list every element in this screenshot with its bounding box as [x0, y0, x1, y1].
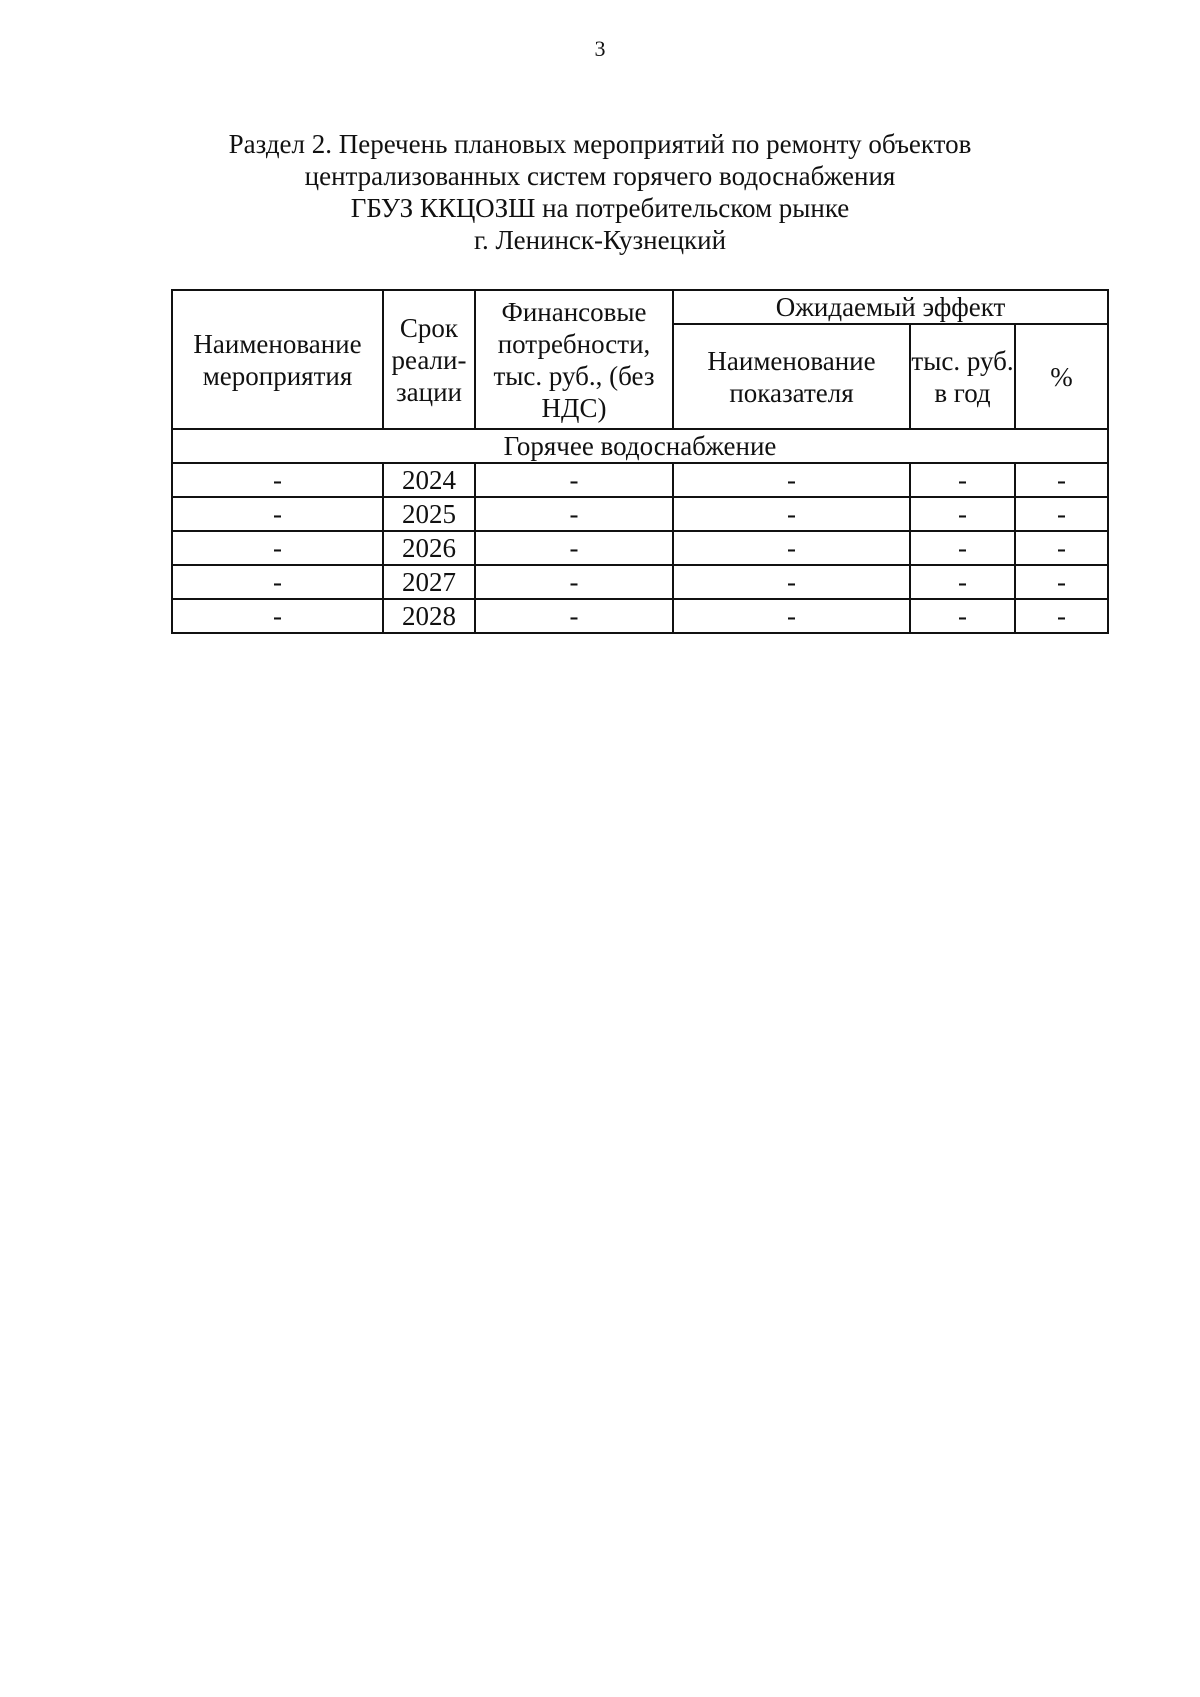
cell-indicator: - — [673, 565, 910, 599]
cell-term: 2027 — [383, 565, 475, 599]
cell-percent: - — [1015, 531, 1108, 565]
cell-term: 2025 — [383, 497, 475, 531]
cell-percent: - — [1015, 497, 1108, 531]
cell-measure-name: - — [172, 565, 383, 599]
cell-finance: - — [475, 599, 673, 633]
cell-term: 2028 — [383, 599, 475, 633]
cell-rub-per-year: - — [910, 531, 1015, 565]
cell-indicator: - — [673, 463, 910, 497]
title-line: централизованных систем горячего водоснабжения — [304, 161, 896, 191]
cell-finance: - — [475, 463, 673, 497]
header-rub-per-year: тыс. руб. в год — [910, 324, 1015, 429]
cell-term: 2026 — [383, 531, 475, 565]
header-measure-name: Наименование мероприятия — [172, 290, 383, 429]
header-finance: Финансовые потребности, тыс. руб., (без НДС) — [475, 290, 673, 429]
cell-percent: - — [1015, 565, 1108, 599]
cell-percent: - — [1015, 463, 1108, 497]
table-row — [172, 565, 1108, 599]
header-percent: % — [1015, 324, 1108, 429]
table-row — [172, 599, 1108, 633]
cell-indicator: - — [673, 497, 910, 531]
table-row — [172, 531, 1108, 565]
cell-measure-name: - — [172, 531, 383, 565]
cell-rub-per-year: - — [910, 599, 1015, 633]
section-title — [150, 128, 1050, 256]
cell-rub-per-year: - — [910, 565, 1015, 599]
cell-rub-per-year: - — [910, 463, 1015, 497]
measures-table — [171, 289, 1109, 634]
page-number: 3 — [594, 36, 606, 61]
cell-term: 2024 — [383, 463, 475, 497]
cell-indicator: - — [673, 599, 910, 633]
table-row — [172, 497, 1108, 531]
header-expected-effect: Ожидаемый эффект — [673, 290, 1108, 324]
title-line: ГБУЗ ККЦОЗШ на потребительском рынке — [350, 193, 850, 223]
cell-finance: - — [475, 497, 673, 531]
title-line: г. Ленинск-Кузнецкий — [473, 225, 727, 255]
cell-measure-name: - — [172, 463, 383, 497]
cell-measure-name: - — [172, 497, 383, 531]
cell-rub-per-year: - — [910, 497, 1015, 531]
cell-finance: - — [475, 565, 673, 599]
header-term: Срок реали-зации — [383, 290, 475, 429]
section-row-hot-water: Горячее водоснабжение — [172, 429, 1108, 463]
cell-percent: - — [1015, 599, 1108, 633]
title-line: Раздел 2. Перечень плановых мероприятий по ремонту объектов — [228, 129, 972, 159]
cell-indicator: - — [673, 531, 910, 565]
table-row — [172, 463, 1108, 497]
header-indicator-name: Наименование показателя — [673, 324, 910, 429]
cell-measure-name: - — [172, 599, 383, 633]
cell-finance: - — [475, 531, 673, 565]
